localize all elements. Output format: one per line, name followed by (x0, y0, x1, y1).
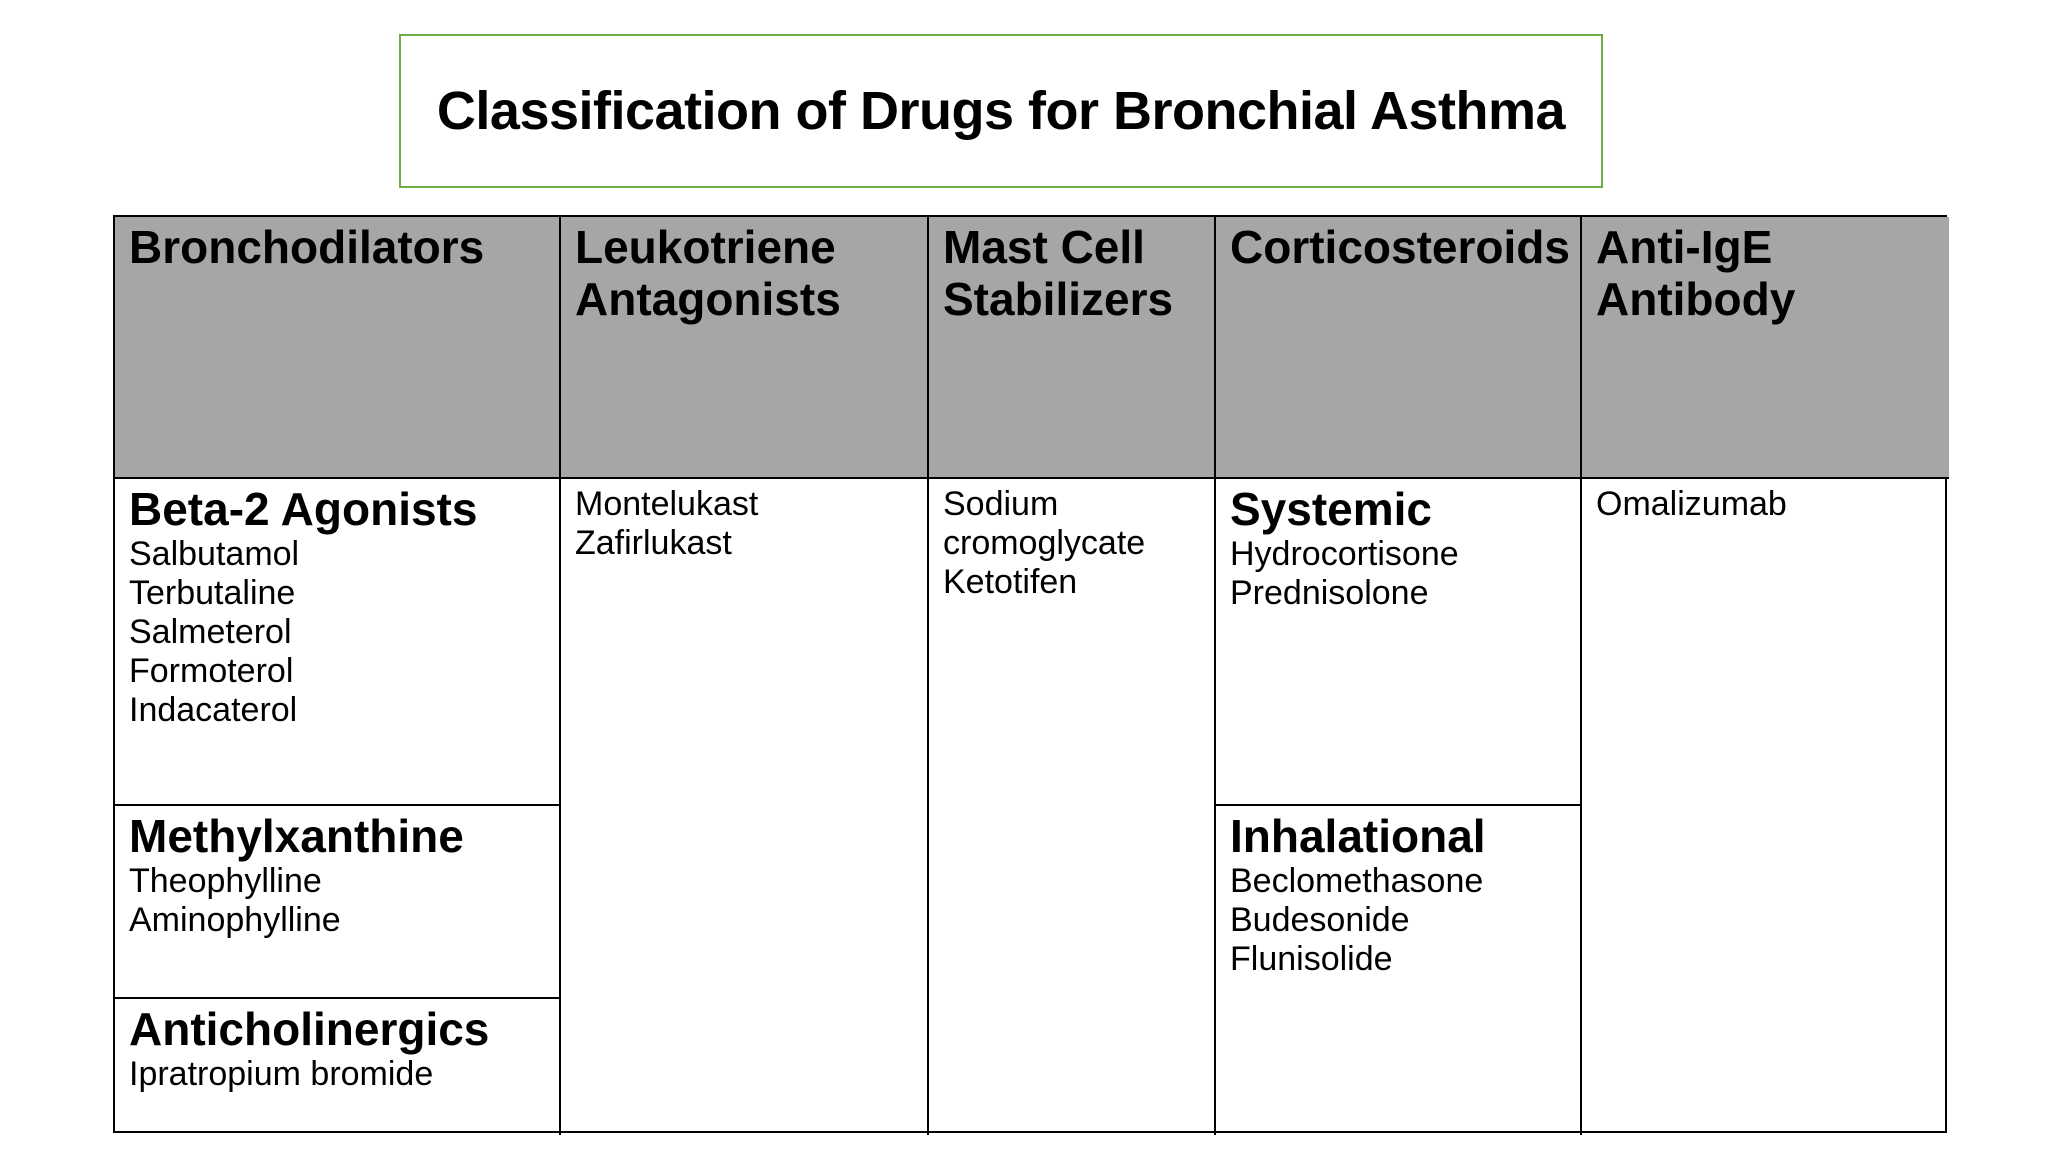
methylxanthine-cell (115, 806, 561, 999)
drug-item: Budesonide (1230, 901, 1410, 939)
header-mast-cell-stabilizers (929, 217, 1216, 479)
drug-item: Hydrocortisone (1230, 535, 1459, 573)
drug-item: Beclomethasone (1230, 862, 1484, 900)
header-label: Corticosteroids (1230, 221, 1570, 273)
group-title-inhalational: Inhalational (1230, 810, 1486, 862)
title-box (399, 34, 1603, 188)
page-title: Classification of Drugs for Bronchial Asthma (436, 81, 1566, 141)
mast-cell-stabilizers-cell (929, 479, 1216, 1135)
header-corticosteroids (1216, 217, 1582, 479)
systemic-corticosteroids-cell (1216, 479, 1582, 806)
drug-item: Salbutamol (129, 535, 300, 573)
drug-item: Terbutaline (129, 574, 296, 612)
leukotriene-antagonists-cell (561, 479, 929, 1135)
drug-item: Salmeterol (129, 613, 292, 651)
beta2-agonists-cell (115, 479, 561, 806)
header-label: Bronchodilators (129, 221, 485, 273)
drug-item: Ketotifen (943, 563, 1078, 601)
anticholinergics-cell (115, 999, 561, 1135)
drug-item: Omalizumab (1596, 485, 1787, 523)
drug-item: Indacaterol (129, 691, 298, 729)
group-title-systemic: Systemic (1230, 483, 1433, 535)
header-anti-ige-antibody (1582, 217, 1949, 479)
drug-item: Aminophylline (129, 901, 341, 939)
drug-item: Flunisolide (1230, 940, 1393, 978)
header-bronchodilators (115, 217, 561, 479)
header-label: Mast Cell Stabilizers (943, 221, 1174, 325)
drug-item: Ipratropium bromide (129, 1055, 434, 1093)
header-label: Anti-IgE Antibody (1596, 221, 1796, 325)
drug-item: Prednisolone (1230, 574, 1429, 612)
drug-item: Formoterol (129, 652, 294, 690)
header-leukotriene-antagonists (561, 217, 929, 479)
anti-ige-antibody-cell (1582, 479, 1949, 1135)
drug-classification-table (113, 215, 1947, 1133)
group-title-beta2-agonists: Beta-2 Agonists (129, 483, 478, 535)
drug-item: cromoglycate (943, 524, 1146, 562)
header-label: Leukotriene Antagonists (575, 221, 841, 325)
drug-item: Montelukast (575, 485, 759, 523)
drug-item: Sodium (943, 485, 1059, 523)
group-title-methylxanthine: Methylxanthine (129, 810, 464, 862)
drug-item: Zafirlukast (575, 524, 732, 562)
group-title-anticholinergics: Anticholinergics (129, 1003, 490, 1055)
inhalational-corticosteroids-cell (1216, 806, 1582, 1135)
drug-item: Theophylline (129, 862, 322, 900)
